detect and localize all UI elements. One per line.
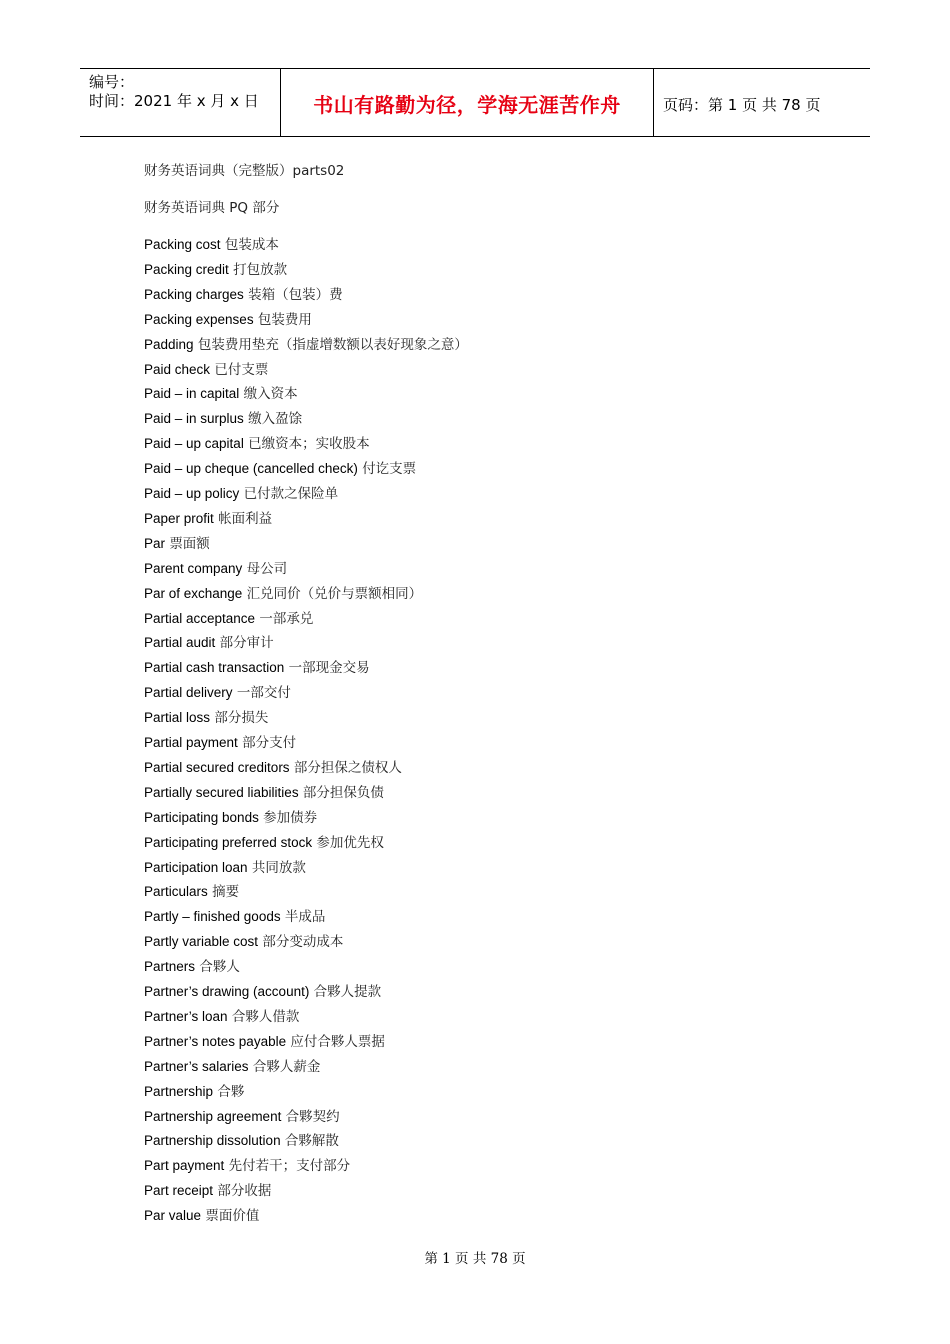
entry-translation: 已付支票 [214,361,269,378]
entry-term: Partial audit [144,635,216,651]
entry-term: Participation loan [144,859,248,875]
entry-translation: 装箱（包装）费 [248,286,343,303]
entry-term: Packing credit [144,261,229,277]
glossary-entry [144,859,306,877]
entry-translation: 合夥解散 [284,1133,339,1150]
glossary-entry [144,560,287,578]
glossary-entry [144,759,402,777]
entry-term: Packing expenses [144,311,254,327]
header-page-cell [654,69,870,136]
glossary-entry [144,435,370,453]
entry-term: Partnership agreement [144,1108,282,1124]
entry-term: Partial payment [144,735,238,750]
header-motto: 书山有路勤为径，学海无涯苦作舟 [313,93,621,117]
entry-term: Partial loss [144,710,211,726]
glossary-entry [144,958,240,976]
entry-term: Par [144,535,166,551]
glossary-entry [144,1182,271,1200]
page-footer: 第 1 页 共 78 页 [424,1251,526,1267]
glossary-entry [144,983,381,1001]
entry-term: Partnership [144,1083,214,1099]
entry-translation: 汇兑同价（兑价与票额相同） [246,585,423,602]
entry-term: Padding [144,336,194,352]
entry-translation: 缴入盈馀 [248,411,303,428]
entry-translation: 合夥人提款 [313,984,382,1000]
entry-term: Paid – up capital [144,436,244,452]
entry-term: Partner’s drawing (account) [144,984,310,999]
entry-term: Parent company [144,560,243,576]
glossary-entry [144,385,298,403]
glossary-entry [144,933,343,951]
entry-term: Part receipt [144,1183,214,1199]
entry-term: Participating preferred stock [144,834,313,850]
glossary-entry [144,286,343,304]
document-title-text: 财务英语词典（完整版）parts02 [144,163,345,179]
entry-translation: 部分变动成本 [262,934,344,951]
entry-term: Paid check [144,361,211,377]
glossary-entry [144,610,313,628]
entry-term: Paid – in surplus [144,411,244,427]
entry-term: Paper profit [144,510,214,526]
entry-translation: 合夥人借款 [231,1008,300,1025]
entry-term: Partial delivery [144,685,233,701]
entry-term: Par value [144,1208,202,1224]
glossary-entry [144,1033,385,1051]
glossary-entry [144,1083,244,1101]
page-header [80,68,870,137]
glossary-entry [144,410,302,428]
glossary-entry [144,336,468,354]
document-number-label: 编号： [89,73,135,91]
entry-translation: 包装费用垫充（指虚增数额以表好现象之意） [197,336,468,353]
header-meta-cell [80,69,281,136]
glossary-entry [144,585,422,603]
glossary-entry [144,261,287,279]
entry-term: Partners [144,959,196,975]
entry-translation: 包装成本 [224,237,279,253]
entry-translation: 合夥契约 [285,1108,340,1125]
glossary-entry [144,834,384,852]
entry-term: Paid – up policy [144,486,240,501]
glossary-entry [144,485,338,503]
glossary-entry [144,535,210,553]
glossary-entry [144,460,416,478]
glossary-entry [144,1207,259,1225]
entry-term: Partially secured liabilities [144,784,299,800]
document-time-label: 时间：2021 年 x 月 x 日 [89,92,259,110]
entry-term: Particulars [144,884,208,900]
entry-translation: 已缴资本；实收股本 [248,436,370,453]
entry-translation: 半成品 [284,909,326,926]
entry-term: Packing charges [144,286,244,302]
entry-translation: 合夥人薪金 [252,1058,321,1075]
header-motto-cell [281,69,654,136]
entry-term: Partly – finished goods [144,909,281,925]
glossary-entry [144,684,291,702]
entry-translation: 缴入资本 [243,386,298,403]
entry-translation: 部分损失 [214,710,269,727]
entry-translation: 票面额 [169,535,210,552]
entry-term: Participating bonds [144,809,259,825]
entry-translation: 部分收据 [217,1183,272,1200]
entry-term: Partner’s salaries [144,1058,249,1074]
entry-translation: 母公司 [246,560,288,577]
glossary-entry [144,734,296,752]
entry-translation: 帐面利益 [218,510,273,527]
entry-translation: 包装费用 [257,311,312,328]
glossary-entry [144,1132,339,1150]
entry-translation: 部分担保负债 [302,784,384,801]
entry-term: Paid – in capital [144,386,240,402]
entry-term: Partnership dissolution [144,1133,281,1149]
entry-term: Par of exchange [144,585,243,601]
glossary-entry [144,634,274,652]
header-page-number: 页码：第 1 页 共 78 页 [663,96,821,114]
entry-translation: 部分担保之债权人 [293,759,402,776]
glossary-entry [144,361,268,379]
glossary-entry [144,510,272,528]
glossary-entry [144,1008,299,1026]
glossary-entry [144,1058,320,1076]
glossary-entry [144,784,384,802]
entry-translation: 部分审计 [219,635,274,652]
entry-term: Part payment [144,1158,225,1174]
entry-translation: 参加债券 [263,809,318,826]
glossary-entry [144,709,268,727]
entry-term: Partial acceptance [144,610,256,626]
glossary-entry [144,236,279,254]
entry-term: Packing cost [144,237,221,252]
glossary-entry [144,659,370,677]
entry-term: Partial secured creditors [144,759,290,775]
glossary-entry [144,883,239,901]
entry-term: Paid – up cheque (cancelled check) [144,461,358,477]
glossary-entry [144,311,312,329]
entry-term: Partial cash transaction [144,660,285,676]
entry-translation: 共同放款 [251,859,306,876]
entry-translation: 付讫支票 [362,461,417,478]
entry-translation: 合夥 [217,1083,245,1100]
entry-translation: 合夥人 [199,959,240,976]
entry-translation: 一部承兑 [259,610,314,627]
entry-translation: 票面价值 [205,1208,260,1225]
entry-translation: 摘要 [212,884,240,901]
entry-translation: 已付款之保险单 [243,486,339,502]
entry-translation: 先付若干；支付部分 [228,1158,351,1175]
entry-translation: 一部现金交易 [288,660,370,677]
entry-translation: 应付合夥人票据 [290,1033,385,1050]
glossary-entry [144,809,317,827]
entry-translation: 打包放款 [233,261,288,278]
document-title [144,162,344,180]
glossary-entry [144,1108,340,1126]
entry-translation: 一部交付 [236,685,291,702]
glossary-entry [144,1157,350,1175]
entry-term: Partner’s notes payable [144,1033,287,1049]
document-subtitle-text: 财务英语词典 PQ 部分 [144,200,280,216]
glossary-entry [144,908,325,926]
entry-translation: 参加优先权 [316,834,384,851]
entry-term: Partner’s loan [144,1008,228,1024]
entry-translation: 部分支付 [242,735,297,751]
entry-term: Partly variable cost [144,934,259,950]
document-subtitle [144,199,279,217]
